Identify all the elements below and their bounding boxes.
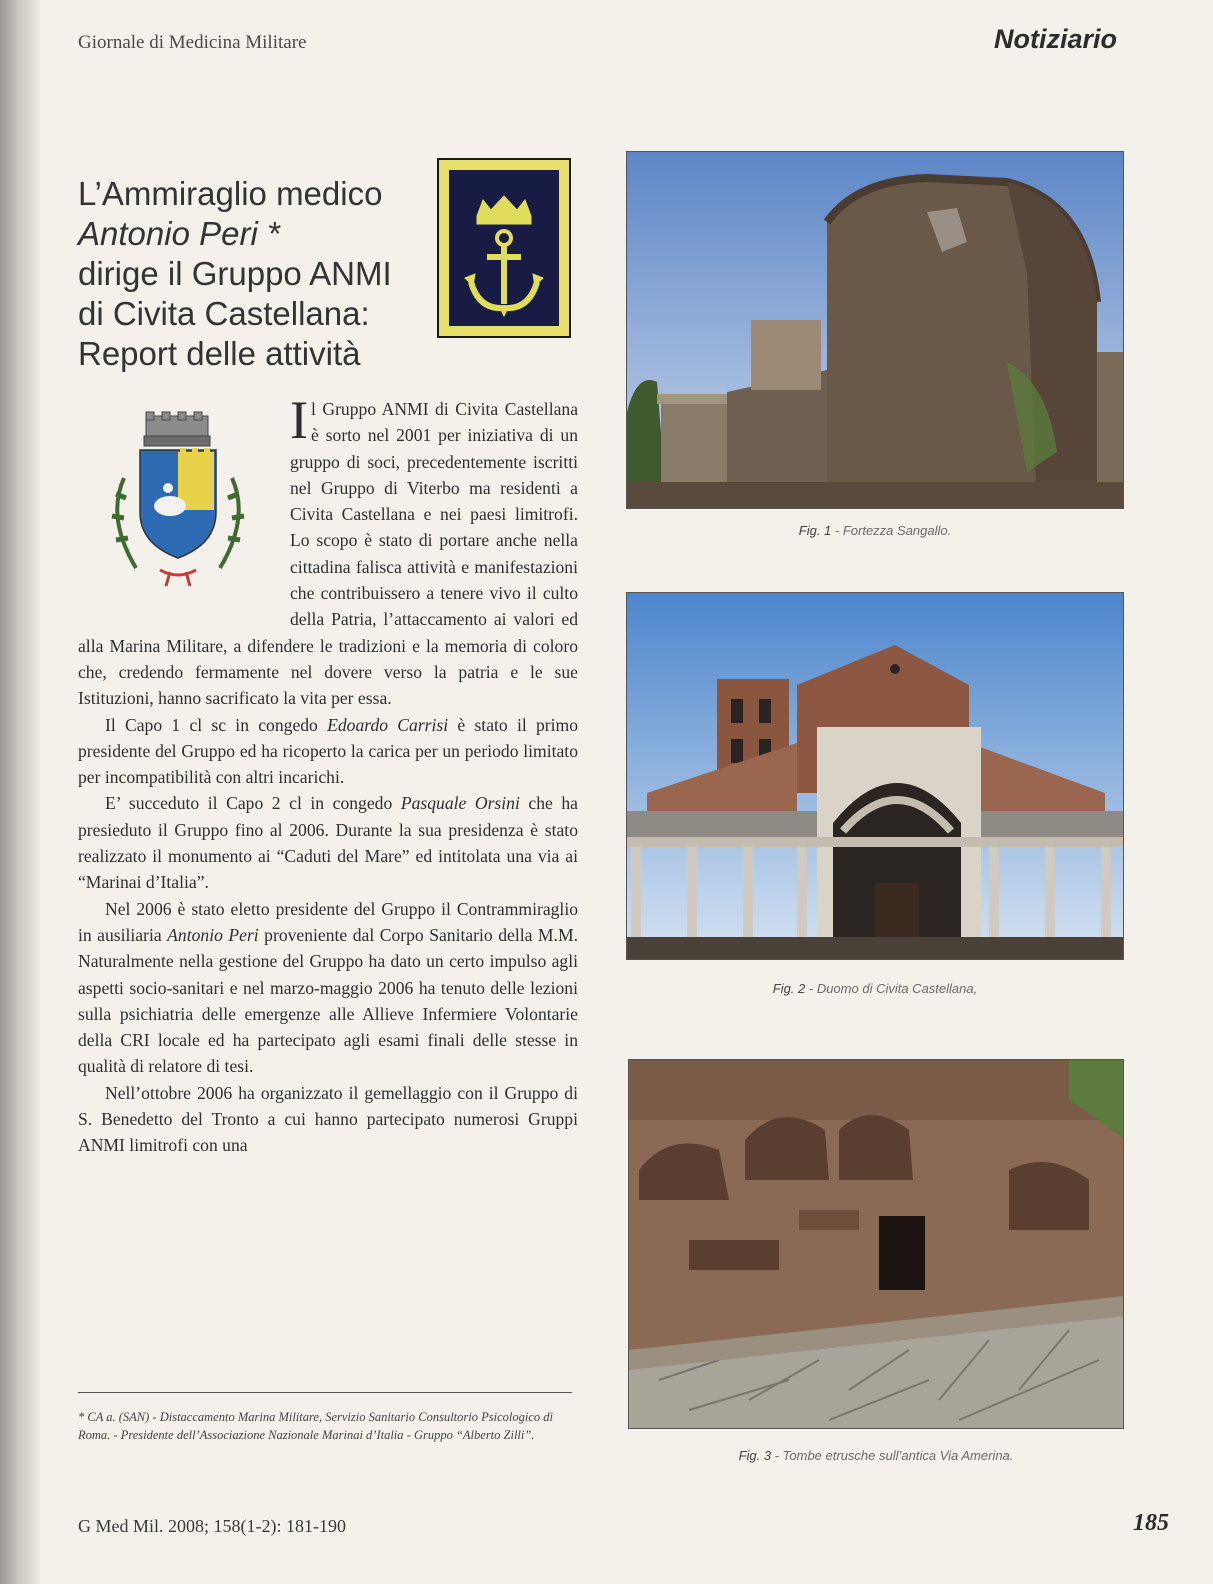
figure-2-duomo-photo — [626, 592, 1124, 960]
figure-2-caption-text: - Duomo di Civita Castellana, — [805, 981, 978, 996]
paragraph-3-text-a: E’ succeduto il Capo 2 cl in congedo — [105, 793, 401, 814]
article-body — [78, 390, 579, 1159]
paragraph-1-text: l Gruppo ANMI di Civita Castellana è sorto nel 2001 per iniziativa di un gruppo di soci, precedentemente iscritti nel Gruppo di Viterbo ma residenti a Civita Castellana e nei paesi limitrofi. Lo scopo è stato di portare anche nella cittadina falisca attività e manifestazioni che contribuissero a tenere vivo il culto della Patria, l’attaccamento ai valori ed alla Marina Militare, a difendere le tradizioni e la memoria di coloro che, credendo fermamente nel dovere verso la patria e le sue Istituzioni, hanno sacrificato la vita per essa. — [78, 399, 578, 709]
figure-1-fortezza-photo — [626, 151, 1124, 509]
figure-3-number: Fig. 3 — [738, 1448, 772, 1463]
author-footnote: * CA a. (SAN) - Distaccamento Marina Militare, Servizio Sanitario Consultorio Psicologico di Roma. - Presidente dell’Associazione Nazionale Marinai d’Italia - Gruppo “Alberto Zilli”. — [78, 1410, 553, 1442]
figure-1-number: Fig. 1 — [798, 523, 832, 538]
figure-2-number: Fig. 2 — [772, 981, 806, 996]
person-name-orsini: Pasquale Orsini — [400, 793, 520, 814]
paragraph-4-text-b: proveniente dal Corpo Sanitario della M.M. Naturalmente nella gestione del Gruppo ha dato un certo impulso agli aspetti socio-sanitari e nel marzo-maggio 2006 ha tenuto delle lezioni sulla psichiatria delle emergenze alle Allieve Infermiere Volontarie della CRI locale ed ha partecipato agli esami finali delle stesse in qualità di relatore di tesi. — [78, 924, 579, 1077]
title-line-1: L’Ammiraglio medico — [78, 175, 383, 213]
journal-name: Giornale di Medicina Militare — [78, 32, 307, 53]
anchor-crown-icon — [449, 170, 559, 326]
journal-citation: G Med Mil. 2008; 158(1-2): 181-190 — [78, 1516, 346, 1536]
paragraph-3-text-b: che ha presieduto il Gruppo fino al 2006. Durante la sua presidenza è stato realizzato il monumento ai “Caduti del Mare” ed intitolata una via ai “Marinai d’Italia”. — [78, 793, 578, 893]
figure-3-caption — [628, 1448, 1124, 1463]
page-gutter-shadow — [0, 0, 40, 1584]
title-line-2: Antonio Peri * — [78, 215, 280, 253]
paragraph-4 — [78, 896, 578, 1080]
etruscan-tombs-image — [629, 1060, 1124, 1429]
paragraph-3 — [78, 790, 578, 895]
title-line-5: Report delle attività — [78, 335, 361, 373]
emblem-field — [449, 170, 559, 326]
figure-1-caption — [626, 523, 1124, 538]
figure-2-caption — [626, 981, 1124, 996]
cathedral-image — [627, 593, 1124, 960]
paragraph-4-text-a: Nel 2006 è stato eletto presidente del Gruppo il Contrammiraglio in ausiliaria — [78, 898, 578, 945]
person-name-peri: Antonio Peri — [167, 924, 259, 945]
paragraph-2-text-a: Il Capo 1 cl sc in congedo — [105, 714, 328, 735]
fortress-image — [627, 152, 1124, 509]
figure-3-tombs-photo — [628, 1059, 1124, 1429]
anmi-anchor-emblem — [437, 158, 571, 338]
paragraph-5: Nell’ottobre 2006 ha organizzato il gemellaggio con il Gruppo di S. Benedetto del Tronto a cui hanno partecipato numerosi Gruppi ANMI limitrofi con una — [78, 1082, 578, 1156]
figure-3-caption-text: - Tombe etrusche sull’antica Via Amerina. — [771, 1448, 1014, 1463]
section-label: Notiziario — [993, 24, 1117, 54]
drop-cap: I — [290, 390, 308, 450]
footnote-divider — [78, 1392, 572, 1393]
person-name-carrisi: Edoardo Carrisi — [327, 714, 449, 735]
page-number: 185 — [1133, 1510, 1169, 1536]
paragraph-2-text-b: è stato il primo presidente del Gruppo ed ha ricoperto la carica per un periodo limitato per incompatibilità con altri incarichi. — [78, 714, 578, 788]
title-line-4: di Civita Castellana: — [78, 295, 370, 333]
figure-1-caption-text: - Fortezza Sangallo. — [831, 523, 952, 538]
title-line-3: dirige il Gruppo ANMI — [78, 255, 392, 293]
paragraph-2 — [78, 712, 578, 791]
article-title — [78, 174, 423, 374]
